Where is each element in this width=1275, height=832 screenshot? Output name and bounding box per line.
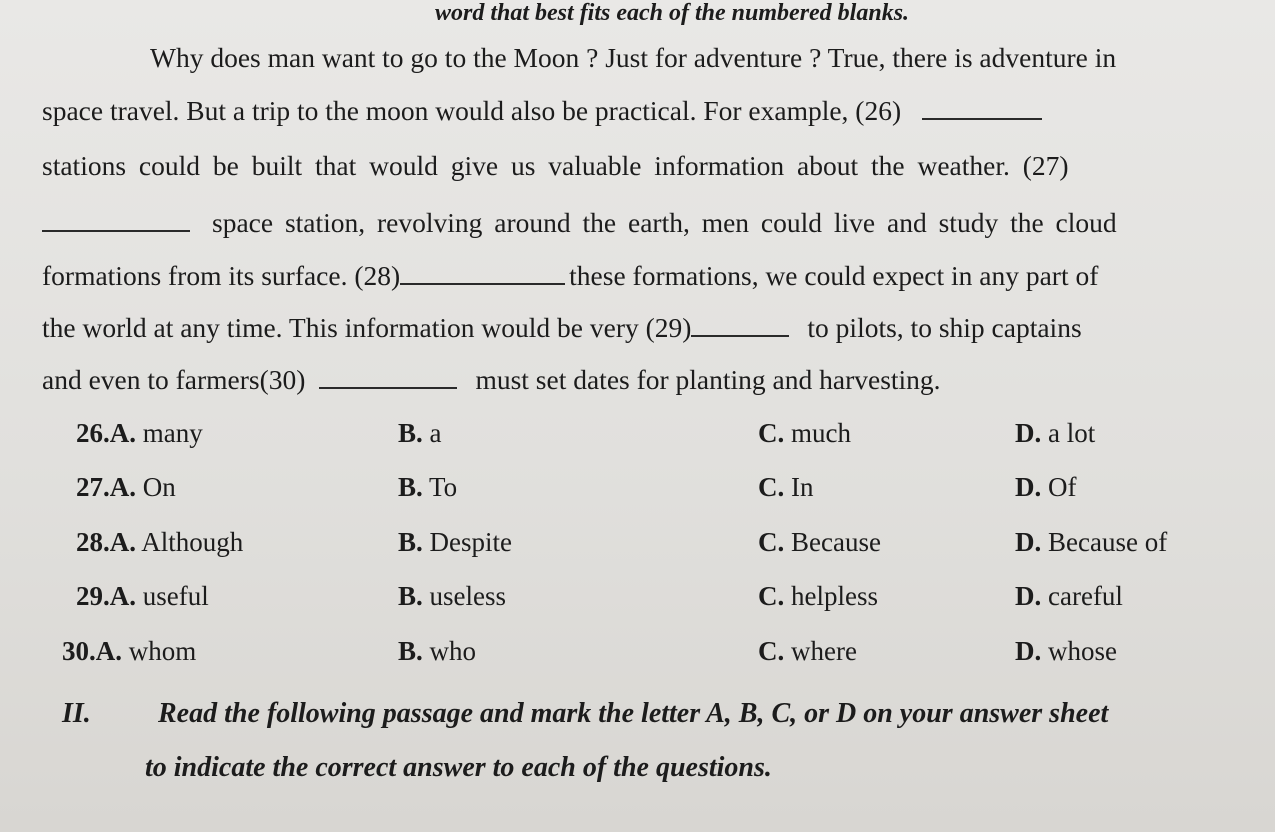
option-text: whose <box>1048 636 1117 666</box>
passage-line-3: stations could be built that would give us valuable information about the weather. (27) <box>42 150 1069 181</box>
option-letter: B. <box>398 527 423 557</box>
option-text: many <box>142 418 203 448</box>
option-text: much <box>791 418 851 448</box>
instruction-fragment: word that best fits each of the numbered blanks. <box>435 0 910 26</box>
passage-line-6 <box>42 312 1082 344</box>
option-text: careful <box>1048 581 1123 611</box>
question-28-c[interactable] <box>758 527 881 558</box>
option-letter: A. <box>95 636 122 666</box>
passage-line-6-end: to pilots, to ship captains <box>807 312 1082 343</box>
question-30-a[interactable] <box>62 636 196 667</box>
option-letter: A. <box>109 472 136 502</box>
option-text: In <box>791 472 814 502</box>
question-28-a[interactable] <box>76 527 243 558</box>
passage-line-7-start: and even to farmers(30) <box>42 364 306 395</box>
question-26-b[interactable] <box>398 418 442 449</box>
option-text: where <box>791 636 857 666</box>
question-30-b[interactable] <box>398 636 476 667</box>
question-26-a[interactable] <box>76 418 203 449</box>
option-text: On <box>142 472 176 502</box>
option-letter: C. <box>758 472 785 502</box>
question-27-b[interactable] <box>398 472 457 503</box>
passage-line-4 <box>42 207 1117 239</box>
question-29-a[interactable] <box>76 581 209 612</box>
option-letter: C. <box>758 527 785 557</box>
option-letter: D. <box>1015 418 1042 448</box>
option-letter: C. <box>758 418 785 448</box>
question-27-a[interactable] <box>76 472 176 503</box>
option-text: To <box>429 472 458 502</box>
passage-line-2 <box>42 95 1042 127</box>
blank-28 <box>400 265 565 285</box>
question-number: 30. <box>62 636 96 666</box>
option-letter: D. <box>1015 472 1042 502</box>
option-text: useful <box>142 581 209 611</box>
option-letter: B. <box>398 418 423 448</box>
option-text: useless <box>429 581 507 611</box>
blank-30 <box>319 369 457 389</box>
passage-line-7 <box>42 364 941 396</box>
option-letter: B. <box>398 472 423 502</box>
question-number: 27. <box>76 472 110 502</box>
option-letter: D. <box>1015 581 1042 611</box>
option-letter: B. <box>398 636 423 666</box>
question-29-c[interactable] <box>758 581 878 612</box>
option-text: a lot <box>1048 418 1096 448</box>
question-26-d[interactable] <box>1015 418 1095 449</box>
option-text: who <box>429 636 477 666</box>
question-30-d[interactable] <box>1015 636 1117 667</box>
option-text: Despite <box>429 527 512 557</box>
option-text: a <box>429 418 442 448</box>
question-29-d[interactable] <box>1015 581 1123 612</box>
question-30-c[interactable] <box>758 636 857 667</box>
option-letter: A. <box>109 527 136 557</box>
option-letter: A. <box>109 418 136 448</box>
option-text: Because <box>791 527 881 557</box>
passage-line-4-text: space station, revolving around the earth, men could live and study the cloud <box>212 207 1117 238</box>
option-letter: D. <box>1015 636 1042 666</box>
passage-line-7-end: must set dates for planting and harvesting. <box>475 364 941 395</box>
question-29-b[interactable] <box>398 581 506 612</box>
option-text: Although <box>141 527 244 557</box>
question-27-c[interactable] <box>758 472 814 503</box>
section-instruction-line-2: to indicate the correct answer to each of the questions. <box>145 752 772 783</box>
question-28-d[interactable] <box>1015 527 1167 558</box>
passage-line-5 <box>42 260 1098 292</box>
option-letter: C. <box>758 581 785 611</box>
question-26-c[interactable] <box>758 418 851 449</box>
option-text: Because of <box>1048 527 1168 557</box>
blank-26 <box>922 100 1042 120</box>
passage-line-2-text: space travel. But a trip to the moon would also be practical. For example, (26) <box>42 95 902 126</box>
option-letter: A. <box>109 581 136 611</box>
passage-line-6-start: the world at any time. This information would be very (29) <box>42 312 692 343</box>
option-letter: D. <box>1015 527 1042 557</box>
section-instruction-line-1: Read the following passage and mark the letter A, B, C, or D on your answer sheet <box>158 698 1109 729</box>
passage-line-1: Why does man want to go to the Moon ? Just for adventure ? True, there is adventure in <box>150 42 1117 73</box>
passage-line-5-start: formations from its surface. (28) <box>42 260 401 291</box>
option-letter: C. <box>758 636 785 666</box>
question-number: 26. <box>76 418 110 448</box>
blank-29 <box>691 317 789 337</box>
blank-27 <box>42 212 190 232</box>
option-text: whom <box>128 636 197 666</box>
section-number: II. <box>62 698 91 729</box>
option-text: helpless <box>791 581 878 611</box>
question-number: 28. <box>76 527 110 557</box>
question-27-d[interactable] <box>1015 472 1077 503</box>
question-28-b[interactable] <box>398 527 512 558</box>
option-text: Of <box>1048 472 1077 502</box>
option-letter: B. <box>398 581 423 611</box>
question-number: 29. <box>76 581 110 611</box>
passage-line-5-end: these formations, we could expect in any part of <box>569 260 1099 291</box>
